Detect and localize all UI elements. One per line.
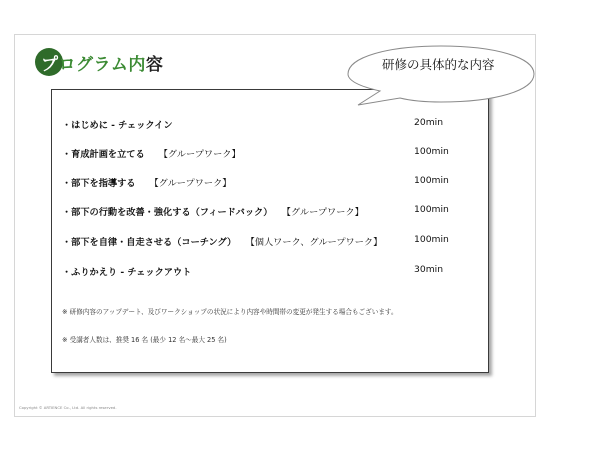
- copyright-text: Copyright © ARTIENCE Co., Ltd. All rights reserved.: [19, 405, 117, 410]
- program-row: [62, 175, 482, 193]
- callout-bubble: [346, 45, 536, 101]
- program-card: [51, 89, 489, 373]
- program-item-tag: 【個人ワーク、グループワーク】: [250, 237, 383, 248]
- program-item-label: ・部下を指導する: [62, 178, 136, 189]
- program-item-duration: 100min: [414, 234, 449, 245]
- program-item-tag: 【グループワーク】: [158, 149, 241, 160]
- title-first-char: プ: [41, 54, 59, 75]
- callout-bubble-shape: [346, 45, 536, 107]
- program-note: ※ 研修内容のアップデート、及びワークショップの状況により内容や時間帯の変更が発生する場合もございます。: [62, 308, 398, 316]
- program-item-label: ・ふりかえり - チェックアウト: [62, 267, 192, 278]
- program-item-duration: 100min: [414, 175, 449, 186]
- program-note: ※ 受講者人数は、推奨 16 名 (最少 12 名～最大 25 名): [62, 336, 227, 344]
- program-item-tag: 【グループワーク】: [149, 178, 232, 189]
- program-item-duration: 30min: [414, 264, 444, 275]
- program-row: [62, 264, 482, 282]
- program-row: [62, 146, 482, 164]
- program-row: [62, 234, 482, 252]
- slide-title: [35, 47, 163, 77]
- program-item-label: ・はじめに - チェックイン: [62, 120, 173, 131]
- program-item-label: ・育成計画を立てる: [62, 149, 145, 160]
- program-item-tag: 【グループワーク】: [286, 207, 364, 218]
- program-item-duration: 100min: [414, 204, 449, 215]
- program-item-duration: 100min: [414, 146, 449, 157]
- callout-text: 研修の具体的な内容: [382, 57, 495, 72]
- program-row: [62, 204, 482, 222]
- title-green-part: ログラム内: [58, 54, 146, 75]
- program-item-label: ・部下の行動を改善・強化する（フィードバック）: [62, 207, 273, 218]
- program-item-label: ・部下を自律・自走させる（コーチング）: [62, 237, 237, 248]
- title-text: [41, 50, 164, 75]
- title-last-char: 容: [145, 54, 164, 75]
- program-row: [62, 117, 482, 135]
- program-item-duration: 20min: [414, 117, 444, 128]
